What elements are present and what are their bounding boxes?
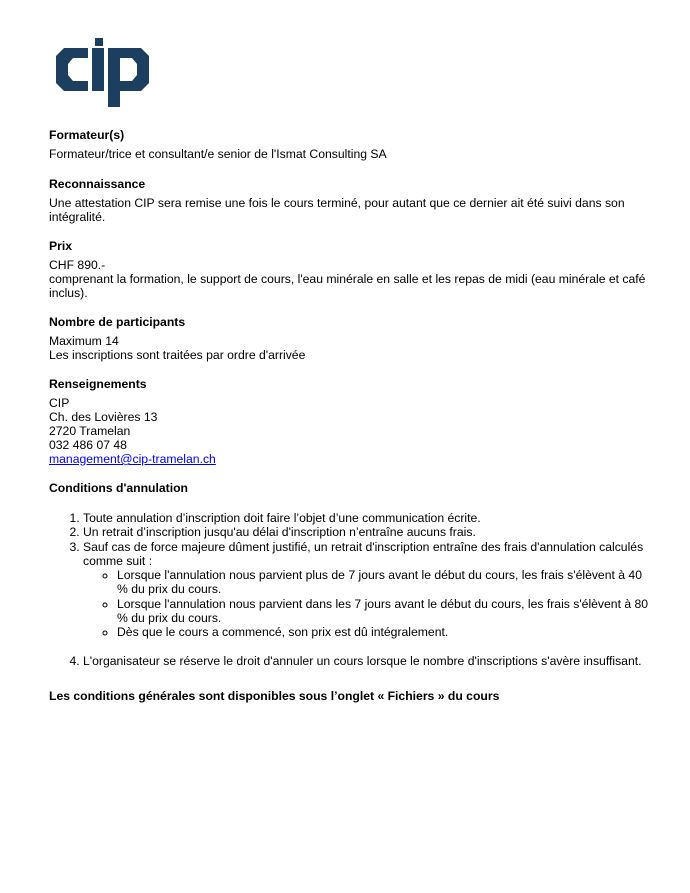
price-line-2: inclus). xyxy=(49,286,88,300)
recognition-line-1: Une attestation CIP sera remise une fois le cours terminé, pour autant que ce dernier ait été suivi dans son xyxy=(49,196,625,210)
cancellation-item-4: 4. L'organisateur se réserve le droit d'annuler un cours lorsque le nombre d'inscriptions s'avère insuffisant. xyxy=(83,654,649,668)
participants-title: Nombre de participants xyxy=(49,315,186,329)
recognition-title: Reconnaissance xyxy=(49,177,146,191)
cancellation-item-1: 1. Toute annulation d’inscription doit faire l’objet d’une communication écrite. xyxy=(83,511,649,525)
cancellation-item-2: 2. Un retrait d’inscription jusqu'au délai d'inscription n’entraîne aucuns frais. xyxy=(83,525,649,539)
cancellation-list xyxy=(49,511,649,668)
participants-max: Maximum 14 xyxy=(49,334,119,348)
price-title: Prix xyxy=(49,239,73,253)
info-street: Ch. des Lovières 13 xyxy=(49,410,158,424)
general-conditions-note: Les conditions générales sont disponibles sous l’onglet « Fichiers » du cours xyxy=(49,689,500,703)
fee-item-3: ◦ Dès que le cours a commencé, son prix est dû intégralement. xyxy=(117,625,649,639)
fee-item-2: ◦ Lorsque l'annulation nous parvient dans les 7 jours avant le début du cours, les frais s'élèvent à 80 % du prix du cours. xyxy=(117,597,649,626)
info-email-line xyxy=(49,452,649,466)
info-org: CIP xyxy=(49,396,70,410)
cancellation-item-3-text: Sauf cas de force majeure dûment justifié, un retrait d'inscription entraîne des frais d'annulation calculés comme suit : xyxy=(83,539,644,568)
info-city: 2720 Tramelan xyxy=(49,424,131,438)
cancellation-fee-list xyxy=(83,568,649,639)
participants-order: Les inscriptions sont traitées par ordre d'arrivée xyxy=(49,348,306,362)
cip-logo xyxy=(55,37,151,107)
trainer-text: Formateur/trice et consultant/e senior de l'Ismat Consulting SA xyxy=(49,147,387,161)
info-phone: 032 486 07 48 xyxy=(49,438,127,452)
price-amount: CHF 890.- xyxy=(49,258,106,272)
recognition-line-2: intégralité. xyxy=(49,210,106,224)
email-link[interactable]: management@cip-tramelan.ch xyxy=(49,452,216,466)
info-title: Renseignements xyxy=(49,377,147,391)
price-line-1: comprenant la formation, le support de cours, l'eau minérale en salle et les repas de midi (eau minérale et café xyxy=(49,272,646,286)
fee-item-1: ◦ Lorsque l'annulation nous parvient plus de 7 jours avant le début du cours, les frais s'élèvent à 40 % du prix du cours. xyxy=(117,568,649,597)
cancellation-title: Conditions d'annulation xyxy=(49,481,188,495)
trainer-title: Formateur(s) xyxy=(49,128,125,142)
cancellation-item-3 xyxy=(83,540,649,640)
